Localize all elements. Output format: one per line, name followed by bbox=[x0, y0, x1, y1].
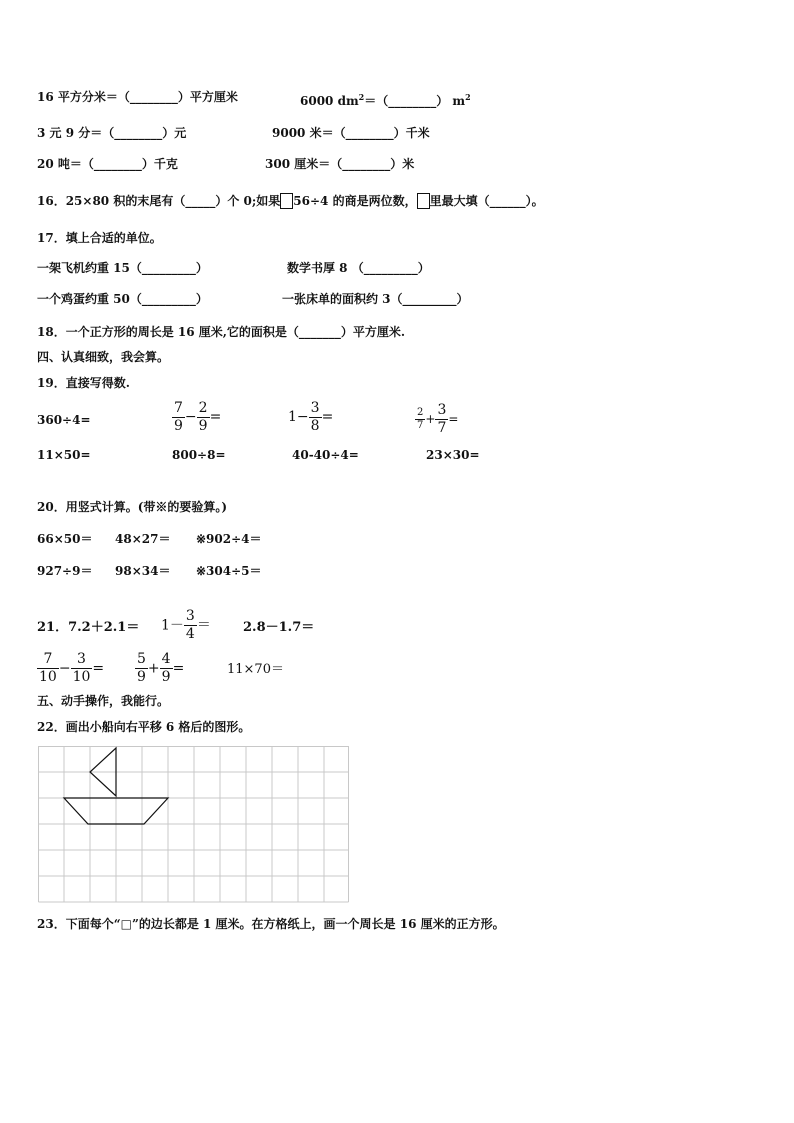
conv-dm-value: 6000 dm bbox=[300, 94, 359, 108]
conv-row2-left: 3 元 9 分＝（________）元 bbox=[37, 126, 187, 140]
q19-expr-3: 800÷8= bbox=[172, 448, 226, 462]
q19-expr-5: 23×30= bbox=[426, 448, 480, 462]
q20-expr-b: 48×27＝ bbox=[115, 532, 171, 546]
conv-dm-exp: 2 bbox=[358, 92, 365, 102]
q21-expr-c: 2.8－1.7＝ bbox=[243, 620, 315, 635]
conv-m-exp: 2 bbox=[465, 92, 471, 102]
fraction: $\frac{2}{7}$ bbox=[417, 407, 424, 431]
q20-expr-a: 66×50＝ bbox=[37, 532, 93, 546]
fraction: $\frac{5}{9}$ bbox=[137, 651, 146, 685]
conv-row1-left: 16 平方分米＝（________）平方厘米 bbox=[37, 90, 238, 104]
q17-title: 17．填上合适的单位。 bbox=[37, 231, 162, 245]
conv-row1-right bbox=[300, 89, 471, 109]
question-16 bbox=[37, 193, 544, 209]
question-23: 23．下面每个“□”的边长都是 1 厘米。在方格纸上，画一个周长是 16 厘米的正方形。 bbox=[37, 917, 505, 931]
q16-part1: 16．25×80 积的末尾有（_____）个 0;如果 bbox=[37, 194, 281, 208]
fraction: $\frac{3}{4}$ bbox=[185, 608, 195, 642]
q17-item-a: 一架飞机约重 15（_________） bbox=[37, 261, 208, 275]
q20-expr-d: 927÷9＝ bbox=[37, 564, 93, 578]
section-4-heading: 四、认真细致，我会算。 bbox=[37, 350, 170, 364]
q19-title: 19．直接写得数. bbox=[37, 376, 130, 390]
q19-fraction-expr-1: $\frac{7}{9}$ − $\frac{2}{9}$ = bbox=[174, 400, 222, 434]
q21-expr-f: 11×70＝ bbox=[227, 662, 284, 677]
answer-box[interactable] bbox=[417, 193, 430, 209]
q21-expr-b: 1－ $\frac{3}{4}$ ＝ bbox=[161, 608, 211, 642]
q19-expr-4: 40-40÷4= bbox=[292, 448, 359, 462]
question-22: 22．画出小船向右平移 6 格后的图形。 bbox=[37, 720, 251, 734]
fraction: $\frac{3}{7}$ bbox=[437, 402, 447, 436]
conv-row2-right: 9000 米＝（________）千米 bbox=[272, 126, 430, 140]
q20-expr-f: ※304÷5＝ bbox=[196, 564, 262, 578]
q21-expr-e: $\frac{5}{9}$ + $\frac{4}{9}$ = bbox=[137, 651, 185, 685]
q19-fraction-expr-3: $\frac{2}{7}$ + $\frac{3}{7}$ = bbox=[417, 402, 459, 436]
q19-expr-1: 360÷4= bbox=[37, 413, 91, 427]
q17-item-c: 一个鸡蛋约重 50（_________） bbox=[37, 292, 208, 306]
fraction: $\frac{7}{10}$ bbox=[39, 651, 57, 685]
fraction: $\frac{3}{10}$ bbox=[72, 651, 91, 685]
conv-row3-right: 300 厘米＝（________）米 bbox=[265, 157, 415, 171]
q21-expr-a: 21．7.2＋2.1＝ bbox=[37, 620, 140, 635]
q17-item-b: 数学书厚 8 （_________） bbox=[287, 261, 430, 275]
q16-part3: 里最大填（______）。 bbox=[429, 194, 544, 208]
q20-title: 20．用竖式计算。(带※的要验算。) bbox=[37, 500, 228, 514]
section-5-heading: 五、动手操作，我能行。 bbox=[37, 694, 170, 708]
q17-item-d: 一张床单的面积约 3（_________） bbox=[282, 292, 469, 306]
fraction: $\frac{7}{9}$ bbox=[174, 400, 183, 434]
q19-fraction-expr-2: 1− $\frac{3}{8}$ = bbox=[288, 400, 334, 434]
conv-m-blank: ＝（________） m bbox=[364, 94, 466, 108]
grid-paper-with-boat[interactable] bbox=[38, 746, 349, 903]
q16-part2: 56÷4 的商是两位数， bbox=[293, 194, 417, 208]
grid-lines bbox=[39, 746, 349, 902]
fraction: $\frac{3}{8}$ bbox=[310, 400, 320, 434]
q20-expr-c: ※902÷4＝ bbox=[196, 532, 262, 546]
fraction: $\frac{2}{9}$ bbox=[198, 400, 208, 434]
conv-row3-left: 20 吨＝（________）千克 bbox=[37, 157, 178, 171]
q21-expr-d: $\frac{7}{10}$ − $\frac{3}{10}$ = bbox=[39, 651, 105, 685]
answer-box[interactable] bbox=[280, 193, 293, 209]
q19-expr-2: 11×50= bbox=[37, 448, 91, 462]
question-18: 18．一个正方形的周长是 16 厘米,它的面积是（_______）平方厘米. bbox=[37, 325, 406, 339]
q20-expr-e: 98×34＝ bbox=[115, 564, 171, 578]
fraction: $\frac{4}{9}$ bbox=[161, 651, 171, 685]
